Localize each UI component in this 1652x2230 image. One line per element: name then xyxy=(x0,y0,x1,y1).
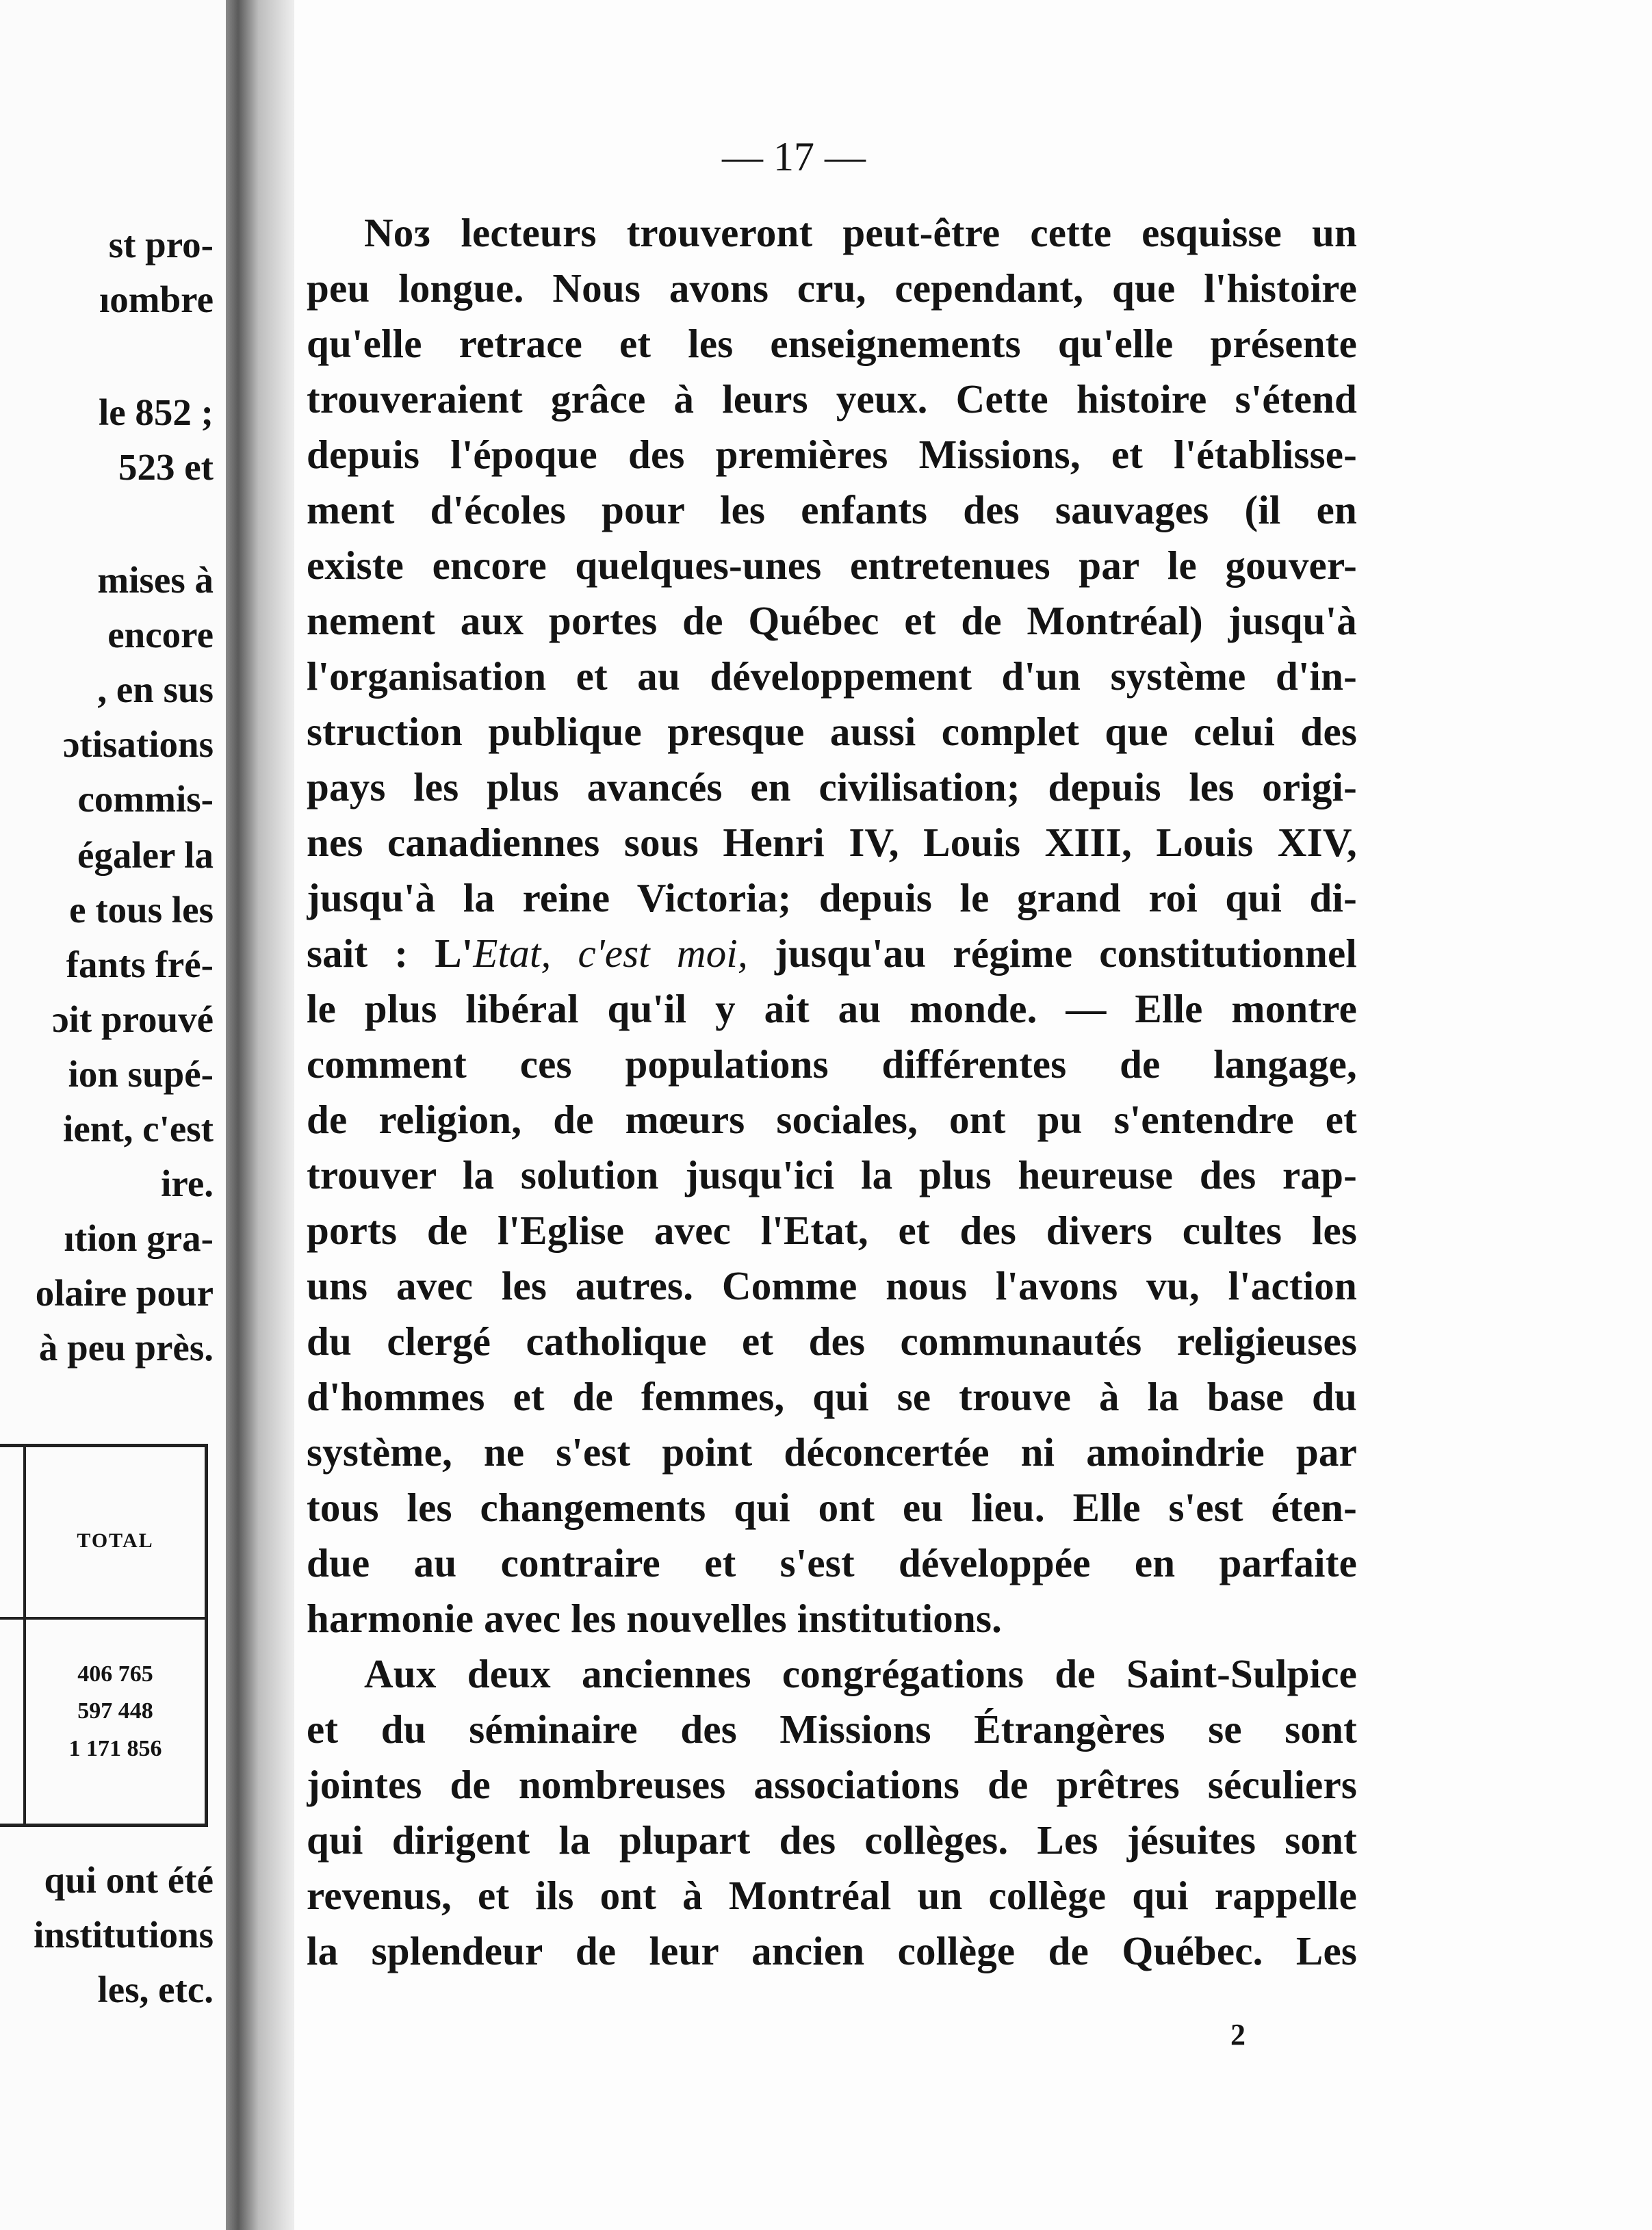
text-line: ports de l'Eglise avec l'Etat, et des divers cultes les xyxy=(307,1208,1357,1253)
text-line: qu'elle retrace et les enseignements qu'elle présente xyxy=(307,321,1357,366)
text-span: jusqu'au régime constitutionnel xyxy=(747,931,1357,976)
left-line: ɔit prouvé xyxy=(52,998,214,1040)
text-line: trouver la solution jusqu'ici la plus heureuse des rap- xyxy=(307,1152,1357,1197)
left-line: le 852 ; xyxy=(98,391,214,433)
table-value: 597 448 xyxy=(77,1698,153,1724)
left-line: commis- xyxy=(77,778,214,820)
left-line: ıombre xyxy=(99,278,214,320)
text-line: nement aux portes de Québec et de Montréal) jusqu'à xyxy=(307,598,1357,643)
body-text xyxy=(307,205,1357,1979)
text-line: jointes de nombreuses associations de prêtres séculiers xyxy=(307,1762,1357,1807)
text-line: qui dirigent la plupart des collèges. Les jésuites sont xyxy=(307,1817,1357,1863)
text-line: Aux deux anciennes congrégations de Saint-Sulpice xyxy=(364,1651,1357,1696)
text-line: existe encore quelques-unes entretenues par le gouver- xyxy=(307,543,1357,588)
left-line: , en sus xyxy=(97,669,214,710)
left-line: ɔtisations xyxy=(63,723,214,765)
left-line: olaire pour xyxy=(35,1272,214,1314)
left-line: à peu près. xyxy=(38,1327,214,1369)
left-page-fragment xyxy=(0,0,226,2230)
text-span: sait : L' xyxy=(307,931,474,976)
left-line: ient, c'est xyxy=(63,1108,214,1150)
text-line: revenus, et ils ont à Montréal un collège qui rappelle xyxy=(307,1873,1357,1918)
text-line: tous les changements qui ont eu lieu. Elle s'est éten- xyxy=(307,1485,1357,1530)
text-line: le plus libéral qu'il y ait au monde. — Elle montre xyxy=(307,986,1357,1031)
text-line: d'hommes et de femmes, qui se trouve à la base du xyxy=(307,1374,1357,1419)
statistics-table-fragment xyxy=(0,1444,208,1827)
text-line: de religion, de mœurs sociales, ont pu s'entendre et xyxy=(307,1097,1357,1142)
left-line: e tous les xyxy=(69,889,214,931)
table-header-divider xyxy=(0,1617,205,1620)
left-line: fants fré- xyxy=(66,944,214,985)
text-line: comment ces populations différentes de langage, xyxy=(307,1041,1357,1087)
text-line: nes canadiennes sous Henri IV, Louis XIII, Louis XIV, xyxy=(307,820,1357,865)
text-line: du clergé catholique et des communautés religieuses xyxy=(307,1319,1357,1364)
text-line: due au contraire et s'est développée en parfaite xyxy=(307,1540,1357,1585)
text-line: la splendeur de leur ancien collège de Québec. Les xyxy=(307,1928,1357,1973)
left-line: institutions xyxy=(34,1914,214,1956)
italic-quote: Etat, c'est moi, xyxy=(473,931,748,976)
left-line: ıtion gra- xyxy=(64,1217,214,1259)
text-line: et du séminaire des Missions Étrangères se sont xyxy=(307,1707,1357,1752)
left-line: 523 et xyxy=(118,446,214,488)
left-line: mises à xyxy=(97,559,214,601)
text-line: struction publique presque aussi complet que celui des xyxy=(307,709,1357,754)
text-line: trouveraient grâce à leurs yeux. Cette histoire s'étend xyxy=(307,376,1357,422)
text-line: peu longue. Nous avons cru, cependant, que l'histoire xyxy=(307,265,1357,311)
table-header-total: TOTAL xyxy=(77,1529,154,1552)
left-line: égaler la xyxy=(77,834,214,876)
text-line: Noᴣ lecteurs trouveront peut-être cette esquisse un xyxy=(364,210,1357,255)
text-line: jusqu'à la reine Victoria; depuis le grand roi qui di- xyxy=(307,875,1357,920)
table-value: 406 765 xyxy=(77,1661,153,1687)
text-line: uns avec les autres. Comme nous l'avons vu, l'action xyxy=(307,1263,1357,1308)
left-line: ire. xyxy=(161,1163,214,1204)
signature-mark: 2 xyxy=(1230,2018,1246,2051)
text-line: système, ne s'est point déconcertée ni amoindrie par xyxy=(307,1429,1357,1475)
table-values xyxy=(26,1656,205,1767)
text-line: depuis l'époque des premières Missions, et l'établisse- xyxy=(307,432,1357,477)
left-line: les, etc. xyxy=(97,1969,214,2010)
left-line: encore xyxy=(107,614,214,656)
text-line: pays les plus avancés en civilisation; depuis les origi- xyxy=(307,764,1357,809)
text-line: harmonie avec les nouvelles institutions. xyxy=(307,1596,1003,1641)
text-line: l'organisation et au développement d'un système d'in- xyxy=(307,653,1357,699)
left-line: qui ont été xyxy=(44,1859,214,1901)
left-line: ion supé- xyxy=(68,1053,214,1095)
table-value: 1 171 856 xyxy=(68,1735,162,1761)
left-line: st pro- xyxy=(108,224,214,265)
text-line: ment d'écoles pour les enfants des sauvages (il en xyxy=(307,487,1357,532)
text-line-with-quote xyxy=(307,926,1357,981)
page-number: — 17 — xyxy=(722,134,866,179)
